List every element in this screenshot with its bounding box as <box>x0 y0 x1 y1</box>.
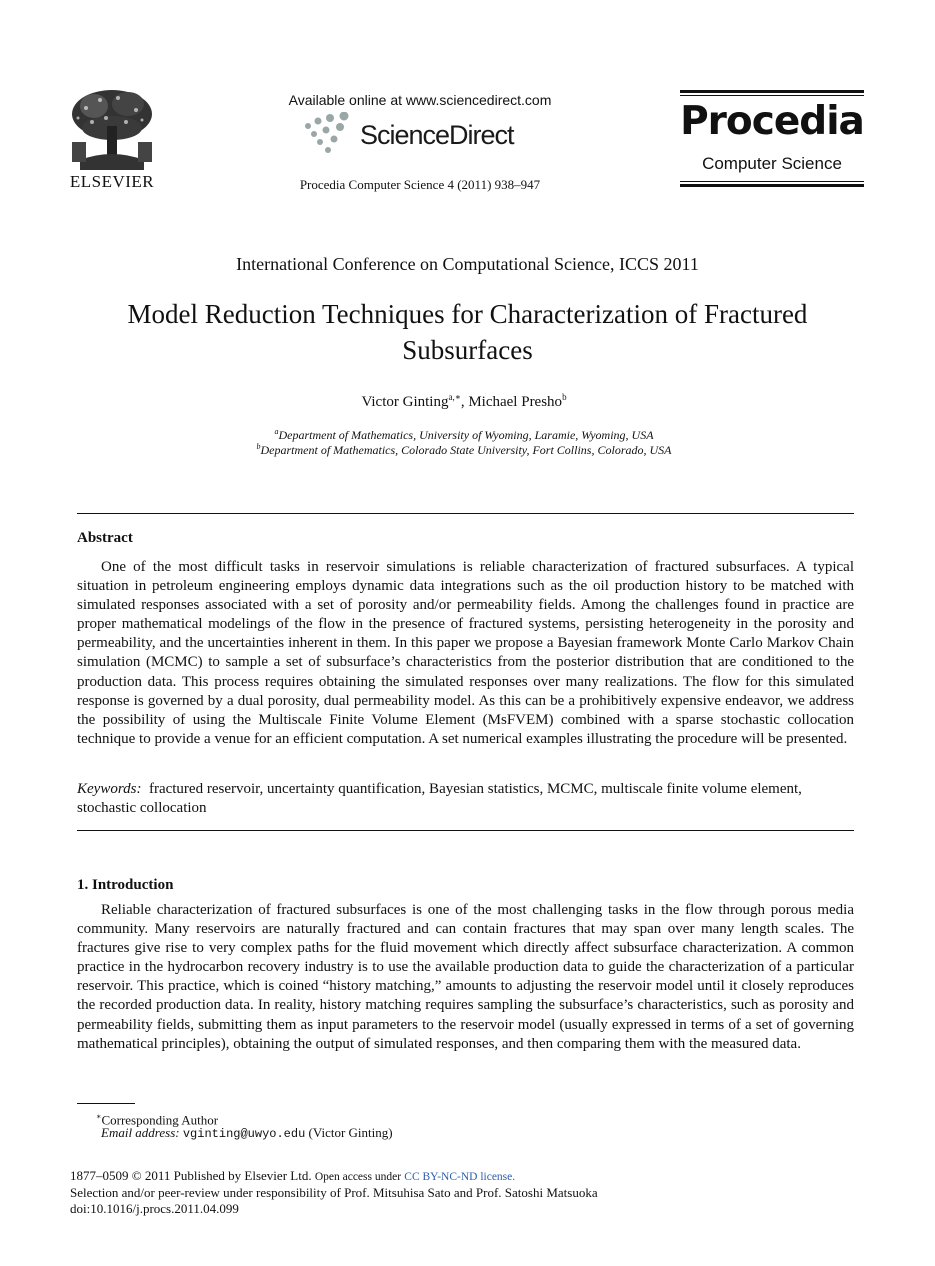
abstract-top-rule <box>77 513 854 514</box>
keywords <box>77 780 854 818</box>
author-name: Michael Presho <box>468 394 563 410</box>
procedia-top-rule <box>680 90 864 93</box>
footnote-rule <box>77 1103 135 1104</box>
affiliation-text: Department of Mathematics, University of Wyoming, Laramie, Wyoming, USA <box>278 428 654 442</box>
author-name: Victor Ginting <box>361 394 449 410</box>
abstract-bottom-rule <box>77 830 854 831</box>
author-affiliation-mark: a,∗ <box>448 392 461 402</box>
elsevier-logo <box>66 88 158 192</box>
affiliation-b <box>0 442 928 458</box>
peer-review-line: Selection and/or peer-review under responsibility of Prof. Mitsuhisa Sato and Prof. Satoshi Matsuoka <box>70 1185 598 1200</box>
footnote-mark: ∗ <box>96 1112 102 1121</box>
paper-title: Model Reduction Techniques for Characterization of Fractured Subsurfaces <box>127 299 808 365</box>
procedia-logo <box>680 88 864 192</box>
affiliation-text: Department of Mathematics, Colorado State University, Fort Collins, Colorado, USA <box>260 443 672 457</box>
footnote-email <box>101 1124 393 1143</box>
elsevier-wordmark: ELSEVIER <box>69 172 155 191</box>
journal-reference: Procedia Computer Science 4 (2011) 938–947 <box>299 177 541 192</box>
conference-name: International Conference on Computational Science, ICCS 2011 <box>236 254 699 274</box>
available-online-text: Available online at www.sciencedirect.com <box>288 92 552 108</box>
procedia-bottom-rule-thin <box>680 181 864 182</box>
email-address[interactable]: vginting@uwyo.edu <box>182 1127 306 1141</box>
license-link[interactable]: CC BY-NC-ND license. <box>404 1171 516 1183</box>
keywords-list: fractured reservoir, uncertainty quantification, Bayesian statistics, MCMC, multiscale finite volume element, stochastic collocation <box>77 781 802 817</box>
doi-line: doi:10.1016/j.procs.2011.04.099 <box>70 1201 239 1216</box>
abstract-text: One of the most difficult tasks in reservoir simulations is reliable characterization of fractured subsurfaces. A typical situation in petroleum engineering employs dynamic data integrations such as the oil production history to be matched with simulated responses associated with a set of porosity and/or permeability fields. Among the challenges found in practice are proper mathematical modelings of the flow in the presence of fractured systems, persisting heterogeneity in the porosity and permeability, and the uncertainties inherent in them. In this paper we propose a Bayesian framework Monte Carlo Markov Chain simulation (MCMC) to sample a set of subsurface’s characteristics from the posterior distribution that are conditioned to the production data. This process requires obtaining the simulated responses over many realizations. The flow for this simulated response is governed by a dual porosity, dual permeability model. As this can be a prohibitively expensive endeavor, we address the possibility of using the Multiscale Finite Volume Element (MsFVEM) combined with a sparse stochastic collocation technique to provide a venue for an efficient computation. A set numerical examples illustrating the procedure will be presented. <box>77 559 854 747</box>
procedia-subtitle: Computer Science <box>702 154 842 173</box>
keywords-label: Keywords: <box>77 781 142 797</box>
procedia-wordmark: Procedia <box>680 99 864 144</box>
abstract-heading: Abstract <box>77 530 133 546</box>
open-access-label: Open access under <box>314 1171 402 1183</box>
procedia-bottom-rule <box>680 184 864 187</box>
author-separator: , <box>460 394 469 410</box>
affiliation-mark: a <box>274 427 279 436</box>
affiliation-a <box>0 427 928 443</box>
corresponding-author-label: Corresponding Author <box>101 1112 219 1128</box>
issn-copyright: 1877–0509 © 2011 Published by Elsevier Ltd. <box>70 1168 312 1183</box>
sciencedirect-wordmark: ScienceDirect <box>360 120 514 150</box>
affiliation-mark: b <box>256 442 261 451</box>
author-list <box>0 392 928 411</box>
section-heading-introduction: 1. Introduction <box>77 877 174 893</box>
elsevier-tree-icon <box>66 88 158 172</box>
introduction-text: Reliable characterization of fractured subsurfaces is one of the most challenging tasks in the flow through porous media community. Many reservoirs are naturally fractured and can contain fractures that may span over many length scales. The fractures give rise to very complex paths for the fluid movement which directly affect subsurface characterization. A common practice in the hydrocarbon recovery industry is to use the available production data to guide the characterization of a particular reservoir. This practice, which is coined “history matching,” amounts to adjusting the reservoir model until it closely reproduces the recorded production data. In reality, history matching requires sampling the subsurface’s characteristics, such as porosity and permeability fields, submitting them as input parameters to the reservoir model (usually expressed in terms of a set of governing mathematical principles), obtaining the output of simulated responses, and then comparing them with the measured data. <box>77 902 854 1052</box>
email-label: Email address: <box>101 1125 180 1140</box>
procedia-top-rule-thin <box>680 95 864 96</box>
author-affiliation-mark: b <box>562 392 567 402</box>
sciencedirect-dots-icon <box>300 112 360 156</box>
sciencedirect-logo <box>300 112 540 156</box>
email-owner: (Victor Ginting) <box>308 1125 393 1140</box>
